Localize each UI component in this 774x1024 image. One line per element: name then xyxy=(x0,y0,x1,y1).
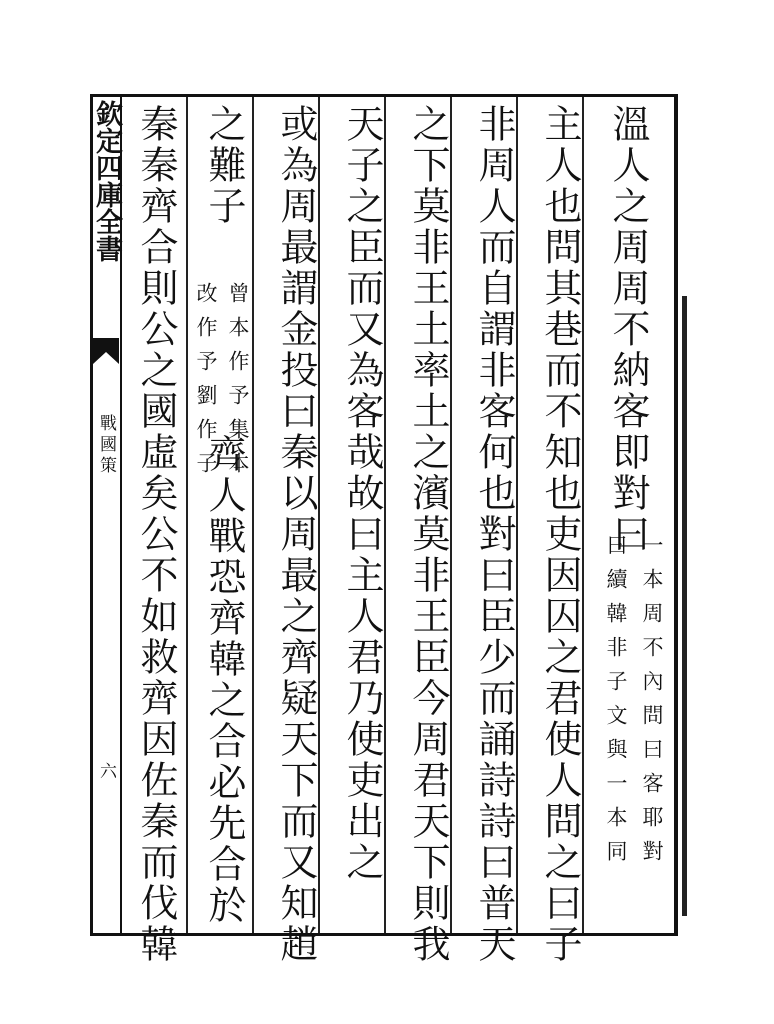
margin-book-title: 戰國策 xyxy=(96,414,116,477)
column-divider xyxy=(186,97,188,933)
text-column-1-note-right: 一本周不內問曰客耶對 xyxy=(640,534,664,874)
text-column-7-top: 之難子 xyxy=(202,104,246,227)
text-column-1-note-left: 曰續韓非子文與一本同 xyxy=(604,534,628,874)
text-column-1-main: 溫人之周周不納客即對曰 xyxy=(606,104,650,555)
binding-edge xyxy=(682,296,687,916)
text-column-7-note-right: 曾本作予集本 xyxy=(226,282,250,486)
margin-page-number: 六 xyxy=(96,762,116,779)
margin-title: 欽定四庫全書 xyxy=(91,100,122,262)
text-column-7-bottom: 齊人戰恐齊韓之合必先合於 xyxy=(202,434,246,926)
text-column-7-note-left: 改作予劉作子 xyxy=(194,282,218,486)
text-column-8: 秦秦齊合則公之國虛矣公不如救齊因佐秦而伐韓 xyxy=(134,104,178,965)
text-column-5: 天子之臣而又為客哉故曰主人君乃使吏出之 xyxy=(340,104,384,883)
text-column-3: 非周人而自謂非客何也對曰臣少而誦詩詩曰普天 xyxy=(472,104,516,965)
column-divider xyxy=(252,97,254,933)
text-column-4: 之下莫非王土率土之濱莫非王臣今周君天下則我 xyxy=(406,104,450,965)
text-column-6: 或為周最謂金投曰秦以周最之齊疑天下而又知趙 xyxy=(274,104,318,965)
fishtail-mark-icon xyxy=(93,338,119,364)
text-column-2: 主人也問其巷而不知也吏因囚之君使人問之曰子 xyxy=(538,104,582,965)
